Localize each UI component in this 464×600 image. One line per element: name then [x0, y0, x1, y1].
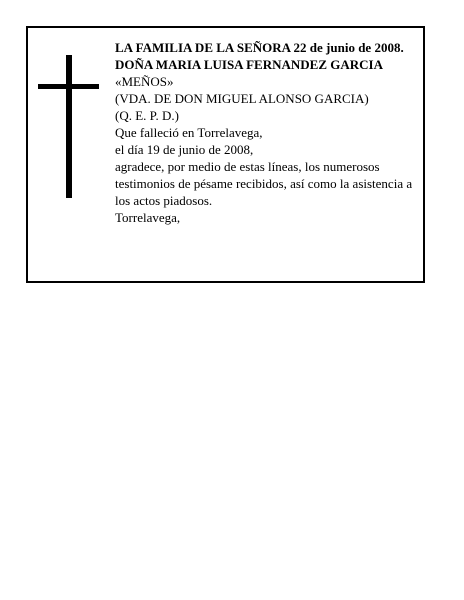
cross-icon-vertical [66, 55, 72, 198]
place-of-death: Que falleció en Torrelavega, [115, 125, 263, 140]
notice-text [115, 39, 427, 226]
deceased-name: DOÑA MARIA LUISA FERNANDEZ GARCIA [115, 57, 383, 72]
cross-icon-horizontal [38, 84, 99, 89]
date-of-death: el día 19 de junio de 2008, [115, 142, 254, 157]
rip-abbreviation: (Q. E. P. D.) [115, 108, 179, 123]
deceased-nickname: «MEÑOS» [115, 74, 174, 89]
thanks-paragraph: agradece, por medio de estas líneas, los numerosos testimonios de pésame recibidos, así como la asistencia a los actos piadosos. [115, 159, 413, 208]
signature-place: Torrelavega, [115, 210, 181, 225]
notice-heading: LA FAMILIA DE LA SEÑORA 22 de junio de 2008. [115, 40, 404, 55]
widow-of: (VDA. DE DON MIGUEL ALONSO GARCIA) [115, 91, 369, 106]
obituary-notice [26, 26, 425, 283]
